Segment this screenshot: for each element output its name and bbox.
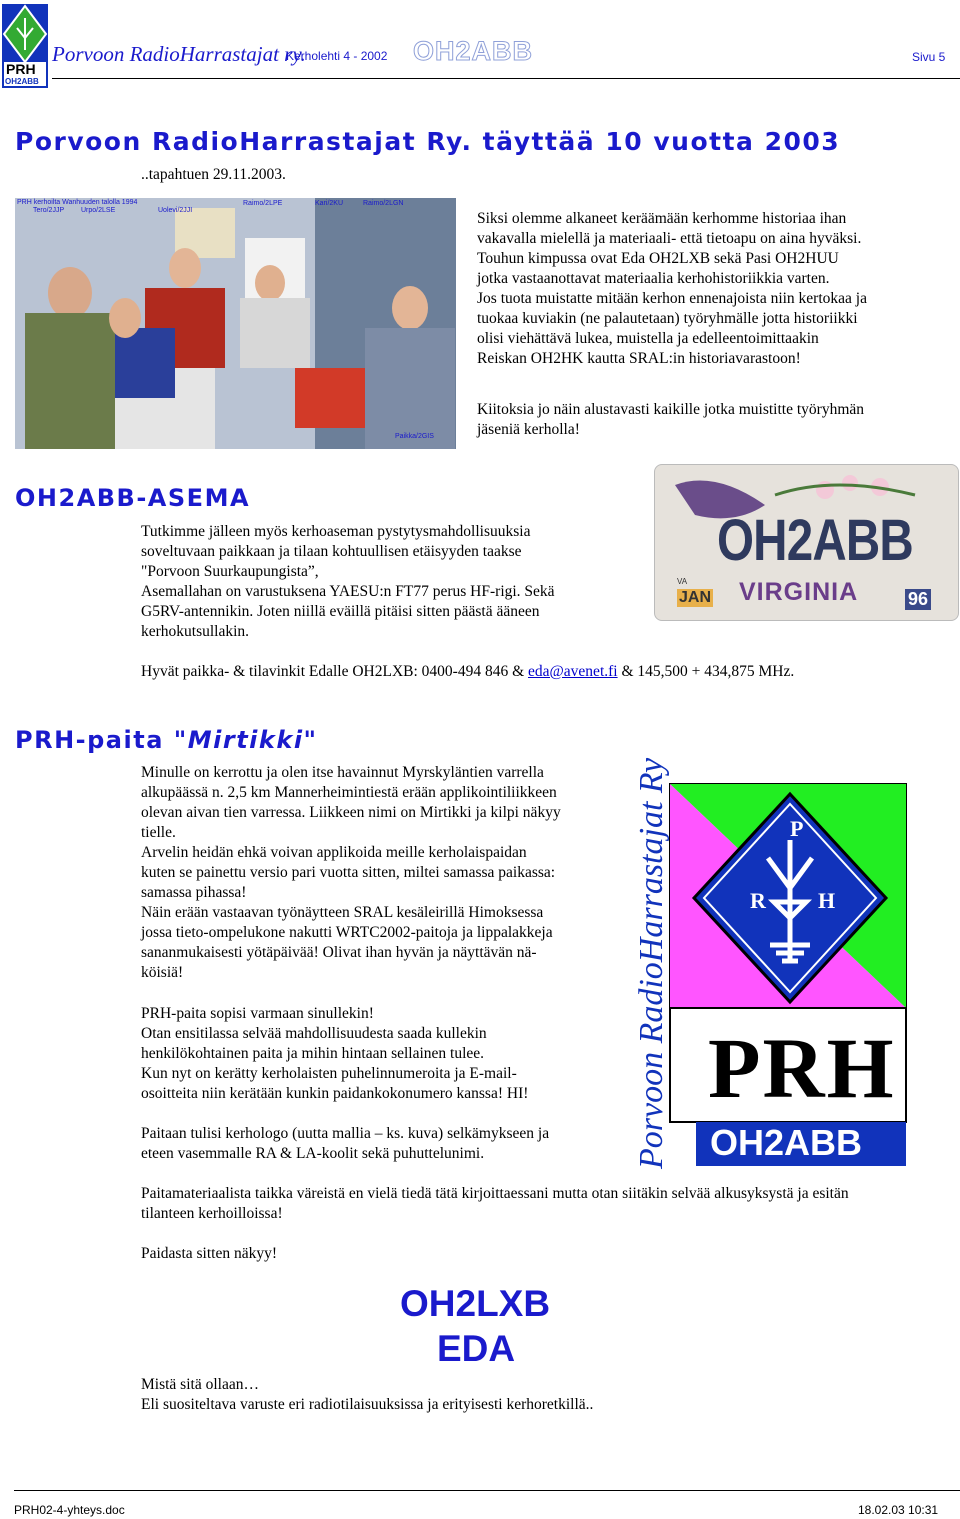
text-line: kerhokutsullakin. <box>141 623 250 640</box>
shirt-title-name: "Mirtikki" <box>173 726 318 754</box>
text-line: tuokaa kuviakin (ne palautetaan) työryhmälle jotta historiikki <box>477 310 858 327</box>
text-line: Paitamateriaalista taikka väreistä en vielä tiedä tätä kirjoittaessani mutta otan siitäkin selvää alkusyksystä ja esitän <box>141 1185 849 1202</box>
text-line: jotka vastaanottavat materiaalia kerhohistoriikkia varten. <box>477 270 830 287</box>
closing-line-2: Eli suositeltava varuste eri radiotilaisuuksissa ja erityisesti kerhoretkillä.. <box>141 1396 594 1413</box>
contact-prefix: Hyvät paikka- & tilavinkit Edalle OH2LXB: 0400-494 846 & <box>141 663 529 680</box>
club-meeting-photo <box>15 198 456 449</box>
thanks-paragraph <box>477 400 864 440</box>
shirt-paragraph-2 <box>141 1004 528 1104</box>
station-title: OH2ABB-ASEMA <box>15 484 251 512</box>
text-line: Jos tuota muistatte mitään kerhon ennenajoista niin kertokaa ja <box>477 290 867 307</box>
text-line: "Porvoon Suurkaupungista”, <box>141 563 319 580</box>
shirt-title <box>15 726 318 754</box>
shirt-paragraph-1 <box>141 763 561 983</box>
text-line: osoitteita niin kerätään kunkin paidankokonumero kanssa! HI! <box>141 1085 529 1102</box>
anniversary-title: Porvoon RadioHarrastajat Ry. täyttää 10 vuotta 2003 <box>15 127 841 156</box>
shirt-title-main: PRH-paita <box>15 726 174 754</box>
station-paragraph <box>141 522 555 642</box>
logo-vertical-text: Porvoon RadioHarrastajat Ry <box>633 757 670 1169</box>
history-paragraph <box>477 209 867 369</box>
shirt-paragraph-3 <box>141 1124 549 1164</box>
plate-callsign: OH2ABB <box>717 508 913 573</box>
text-line: köisiä! <box>141 964 184 981</box>
big-name: EDA <box>437 1328 516 1369</box>
header-callsign: OH2ABB <box>413 36 534 66</box>
text-line: eteen vasemmalle RA & LA-koolit sekä puhuttelunimi. <box>141 1145 485 1162</box>
page-number: Sivu 5 <box>912 50 946 64</box>
photo-label: Urpo/2LSE <box>81 207 116 214</box>
photo-label: Tero/2JJP <box>33 207 65 214</box>
text-line: henkilökohtainen paita ja mihin hintaan sellainen tulee. <box>141 1045 485 1062</box>
text-line: Kun nyt on kerätty kerholaisten puhelinnumeroita ja E-mail- <box>141 1065 517 1082</box>
plate-month: JAN <box>679 589 712 606</box>
logo-oh2abb: OH2ABB <box>710 1122 863 1163</box>
text-line: vakavalla mielellä ja materiaali- että tietoapu on aina hyväksi. <box>477 230 862 247</box>
logo-text: PRH <box>6 61 36 77</box>
logo-prh: PRH <box>708 1020 896 1116</box>
text-line: olevan aivan tien varressa. Liikkeen nimi on Mirtikki ja kilpi näkyy <box>141 804 561 821</box>
logo-letter-p: P <box>790 816 804 841</box>
text-line: jäseniä kerholla! <box>477 421 580 438</box>
text-line: PRH-paita sopisi varmaan sinullekin! <box>141 1005 374 1022</box>
email-link[interactable]: eda@avenet.fi <box>528 663 618 680</box>
text-line: Paitaan tulisi kerhologo (uutta mallia – ks. kuva) selkämykseen ja <box>141 1125 550 1142</box>
big-callsign: OH2LXB <box>400 1283 551 1324</box>
contact-line <box>141 662 794 682</box>
photo-people-illustration <box>15 198 456 449</box>
text-line: samassa pihassa! <box>141 884 247 901</box>
photo-caption: PRH kerhoilta Wanhuuden talolla 1994 <box>17 199 138 206</box>
text-line: Näin erään vastaavan työnäytteen SRAL kesäleirillä Himoksessa <box>141 904 544 921</box>
club-logo <box>2 4 48 88</box>
text-line: Tutkimme jälleen myös kerhoaseman pystytysmahdollisuuksia <box>141 523 531 540</box>
text-line: Asemallahan on varustuksena YAESU:n FT77 perus HF-rigi. Sekä <box>141 583 555 600</box>
footer-filename: PRH02-4-yhteys.doc <box>14 1503 125 1517</box>
shirt-paragraph-5: Paidasta sitten näkyy! <box>141 1245 278 1262</box>
text-line: Arvelin heidän ehkä voivan applikoida meille kerholaispaidan <box>141 844 527 861</box>
text-line: sananmukaisesti yötäpäivää! Olivat ihan hyvän ja näyttävän nä- <box>141 944 537 961</box>
text-line: olisi viehättävä lukea, muistella ja edelleentoimittaakin <box>477 330 819 347</box>
footer-divider <box>14 1490 960 1491</box>
photo-label: Raimo/2LPE <box>243 200 283 207</box>
text-line: Siksi olemme alkaneet keräämään kerhomme historiaa ihan <box>477 210 847 227</box>
plate-year: 96 <box>905 589 931 610</box>
club-logo-large <box>633 757 910 1175</box>
text-line: Kiitoksia jo näin alustavasti kaikille jotka muistitte työryhmän <box>477 401 865 418</box>
text-line: G5RV-antennikin. Joten niillä eväillä pitäisi sitten päästä ääneen <box>141 603 540 620</box>
footer-date: 18.02.03 10:31 <box>858 1503 939 1517</box>
issue-label: Kerholehti 4 - 2002 <box>286 49 388 63</box>
photo-label: Kari/2KU <box>315 200 344 207</box>
text-line: Minulle on kerrottu ja olen itse havainnut Myrskyläntien varrella <box>141 764 544 781</box>
anniversary-date: ..tapahtuen 29.11.2003. <box>141 166 286 183</box>
plate-va: VA <box>677 577 688 586</box>
plate-state: VIRGINIA <box>739 578 859 606</box>
text-line: jossa tieto-ompelukone nakutti WRTC2002-paitoja ja lippalakkeja <box>141 924 553 941</box>
text-line: tielle. <box>141 824 176 841</box>
org-name-script: Porvoon RadioHarrastajat ry. <box>52 42 306 66</box>
photo-label: Uolevi/2JJI <box>158 207 193 214</box>
shirt-paragraph-4 <box>141 1184 849 1224</box>
text-line: tilanteen kerhoilloissa! <box>141 1205 283 1222</box>
text-line: Otan ensitilassa selvää mahdollisuudesta saada kullekin <box>141 1025 487 1042</box>
text-line: soveltuvaan paikkaan ja tilaan kohtuullisen etäisyyden taakse <box>141 543 522 560</box>
logo-sub: OH2ABB <box>5 77 39 86</box>
text-line: Touhun kimpussa ovat Eda OH2LXB sekä Pasi OH2HUU <box>477 250 839 267</box>
logo-letter-h: H <box>818 888 836 913</box>
text-line: Reiskan OH2HK kautta SRAL:in historiavarastoon! <box>477 350 801 367</box>
text-line: kuten se painettu versio pari vuotta sitten, miltei samassa paikassa: <box>141 864 556 881</box>
photo-label: Paikka/2GIS <box>395 433 434 440</box>
license-plate-image <box>654 464 959 621</box>
logo-letter-r: R <box>750 888 766 913</box>
text-line: alkupäässä n. 2,5 km Mannerheimintiestä erään applikointiliikkeen <box>141 784 557 801</box>
closing-line-1: Mistä sitä ollaan… <box>141 1376 259 1393</box>
contact-suffix: & 145,500 + 434,875 MHz. <box>617 663 795 680</box>
header-divider <box>52 78 960 79</box>
photo-label: Raimo/2LGN <box>363 200 404 207</box>
